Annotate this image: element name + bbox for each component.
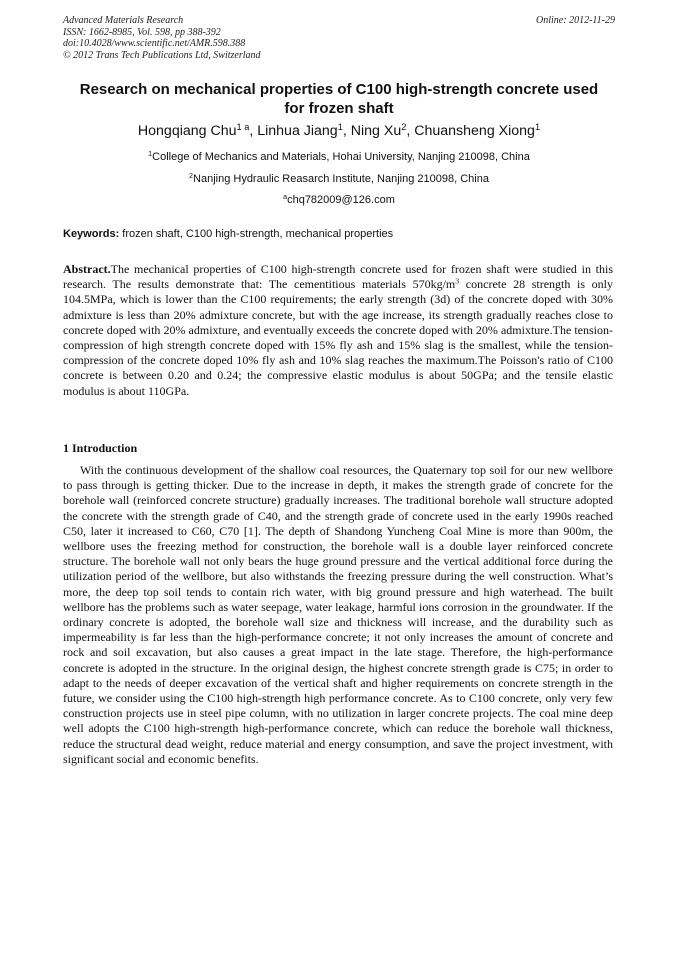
- affiliation-mark: a: [283, 193, 288, 202]
- author-name: Hongqiang Chu: [137, 123, 237, 139]
- affiliation-1: [40, 150, 638, 164]
- title-line-1: Research on mechanical properties of C100 high-strength concrete used: [79, 81, 599, 98]
- section-heading-introduction: 1 Introduction: [63, 441, 138, 455]
- author-affiliation-mark: 1: [337, 121, 343, 132]
- affiliation-mark: 2: [189, 172, 194, 181]
- title-line-2: for frozen shaft: [284, 100, 394, 117]
- keywords-text: frozen shaft, C100 high-strength, mechanical properties: [119, 228, 394, 240]
- author-name: Ning Xu: [350, 123, 402, 139]
- author-name: Chuansheng Xiong: [414, 123, 535, 139]
- keywords: [63, 227, 393, 241]
- author-affiliation-mark: 2: [401, 121, 407, 132]
- keywords-label: Keywords:: [63, 228, 120, 240]
- introduction-paragraph: With the continuous development of the shallow coal resources, the Quaternary top soil for our new wellbore to pass through is getting thicker. Due to the increase in depth, it makes the strength grade of concrete for the borehole wall (reinforced concrete structure) gradually increases. The traditional borehole wall structure adopted the concrete with the strength grade of C40, and the strength grade of concrete used in the early 1990s reached C50, later it increased to C60, C70 [1]. The depth of Shandong Yuncheng Coal Mine is more than 900m, the wellbore uses the freezing method for construction, the borehole wall is a double layer reinforced concrete structure. The borehole wall not only bears the huge ground pressure and the vertical additional force during the utilization period of the wellbore, but also withstands the freezing pressure during the well construction. What’s more, the deep top soil tends to contain rich water, with big ground pressure and high waterhead. The built wellbore has the problems such as water seepage, water leakage, harmful ions corrosion in the groundwater. If the ordinary concrete is adopted, the borehole wall size and thickness will increase, and the durability such as impermeability is far less than the high-performance concrete; it not only increases the amount of concrete and rock and soil excavation, but also causes a great impact in the late stage. Therefore, the high-performance concrete is adopted in the structure. In the original design, the highest concrete strength grade is C75; in order to adapt to the needs of deeper excavation of the vertical shaft and higher requirements on concrete strength in the future, we consider using the C100 high-strength high performance concrete. As to C100 concrete, only very few construction projects use in steel pipe column, with no utilization in larger concrete projects. The coal mine deep well adopts the C100 high-strength high-performance concrete, which can reduce the borehole wall thickness, reduce the structural dead weight, reduce material and energy consumption, and save the project investment, with significant social and economic benefits.: [63, 463, 613, 766]
- author-email: [40, 193, 638, 207]
- email-text: chq782009@126.com: [287, 194, 395, 206]
- issn-line: ISSN: 1662-8985, Vol. 598, pp 388-392: [63, 26, 221, 38]
- doi-line: doi:10.4028/www.scientific.net/AMR.598.388: [63, 38, 246, 50]
- abstract: [63, 262, 613, 399]
- copyright-line: © 2012 Trans Tech Publications Ltd, Switzerland: [63, 49, 261, 61]
- author-affiliation-mark: 1: [534, 121, 541, 132]
- abstract-text-b: concrete 28 strength is only 104.5MPa, which is lower than the C100 requirements; the early strength (3d) of the concrete doped with 30% admixture is less than 20% admixture concrete, but with the age increase, its strength gradually reaches close to concrete doped with 20% admixture, and eventually exceeds the concrete doped with 20% admixture.The tension-compression of high strength concrete doped with 15% fly ash and 15% slag is the smallest, while the tension-compression of the concrete doped 10% fly ash and 10% slag reaches the maximum.The Poisson's ratio of C100 concrete is between 0.20 and 0.24; the compressive elastic modulus is about 50GPa; and the tensile elastic modulus is about 110GPa.: [63, 277, 613, 398]
- author-name: Linhua Jiang: [257, 123, 338, 139]
- affiliation-2: [40, 172, 638, 186]
- affiliation-text: College of Mechanics and Materials, Hohai University, Nanjing 210098, China: [152, 151, 530, 163]
- affiliation-mark: 1: [148, 150, 153, 159]
- affiliation-text: Nanjing Hydraulic Reasarch Institute, Nanjing 210098, China: [193, 173, 489, 185]
- author-affiliation-mark: 1 a: [236, 121, 250, 132]
- unit-superscript: 3: [455, 276, 460, 286]
- author-list: Hongqiang Chu$^{1 a}$, Linhua Jiang$^1$, Ning Xu$^2$, Chuansheng Xiong$^1$: [137, 121, 541, 139]
- paper-title: [55, 80, 623, 118]
- journal-name: Advanced Materials Research: [63, 15, 184, 26]
- abstract-text-a: The mechanical properties of C100 high-strength concrete used for frozen shaft were studied in this research. The results demonstrate that: The cementitious materials 570kg/m: [63, 262, 613, 292]
- abstract-label: Abstract.: [63, 262, 111, 276]
- journal-header: [63, 15, 261, 61]
- online-date: Online: 2012-11-29: [536, 15, 615, 26]
